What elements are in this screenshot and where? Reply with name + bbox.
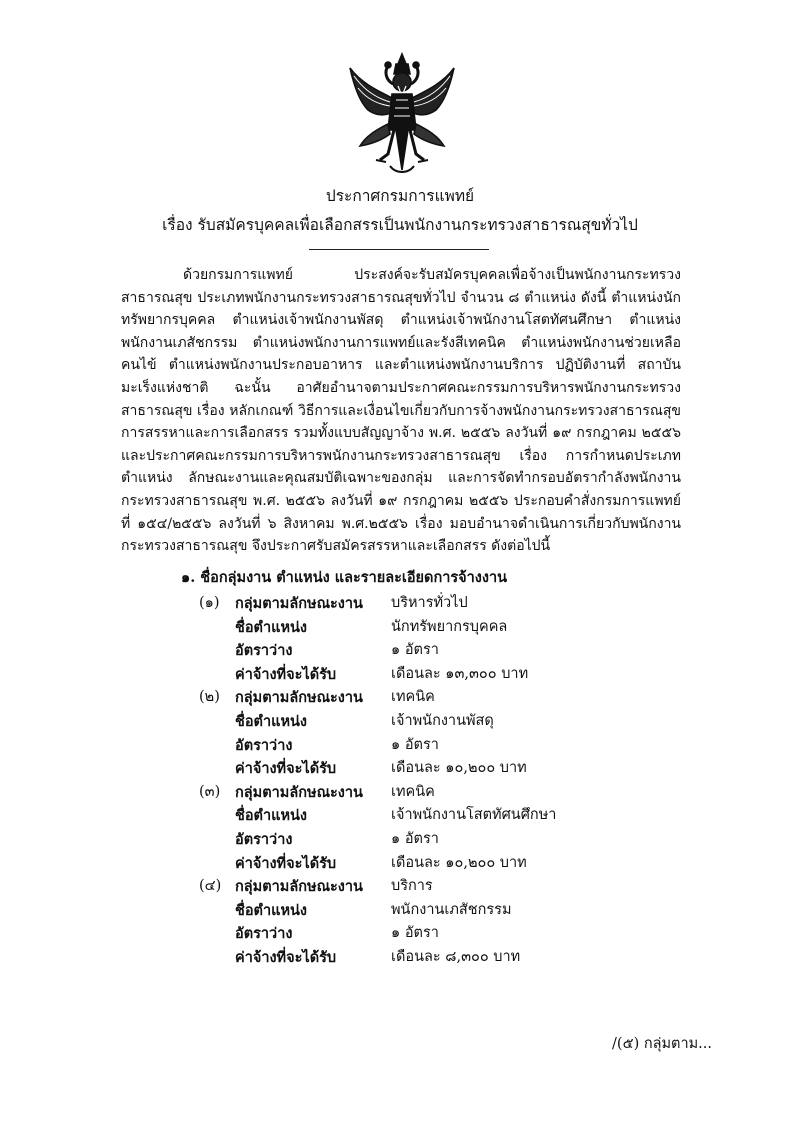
vacancy-label: อัตราว่าง	[235, 736, 293, 754]
position-vacancy-row	[199, 922, 619, 946]
group-value: บริหารทั่วไป	[391, 595, 468, 611]
continuation-note: /(๕) กลุ่มตาม...	[612, 1036, 712, 1052]
vacancy-label: อัตราว่าง	[235, 830, 293, 848]
group-value: บริการ	[391, 878, 433, 895]
position-vacancy-row	[199, 734, 619, 758]
name-label: ชื่อตำแหน่ง	[235, 807, 308, 825]
name-label: ชื่อตำแหน่ง	[235, 901, 308, 919]
position-wage-row	[199, 946, 619, 970]
wage-value: เดือนละ ๑๐,๒๐๐ บาท	[391, 854, 527, 871]
position-wage-row	[199, 663, 619, 687]
announcement-subject: เรื่อง รับสมัครบุคคลเพื่อเลือกสรรเป็นพนักงานกระทรวงสาธารณสุขทั่วไป	[162, 216, 638, 234]
position-name-row	[199, 710, 619, 734]
wage-value: เดือนละ ๘,๓๐๐ บาท	[391, 948, 521, 965]
positions-list	[199, 592, 619, 970]
vacancy-label: อัตราว่าง	[235, 925, 293, 943]
announcement-title: ประกาศกรมการแพทย์	[325, 187, 475, 205]
group-label: กลุ่มตามลักษณะงาน	[235, 878, 363, 896]
position-number: (๒)	[199, 689, 220, 706]
position-vacancy-row	[199, 639, 619, 663]
position-name-row	[199, 899, 619, 923]
position-group-row	[199, 592, 619, 616]
name-label: ชื่อตำแหน่ง	[235, 618, 308, 636]
position-wage-row	[199, 757, 619, 781]
position-group-row	[199, 686, 619, 710]
name-value: พนักงานเภสัชกรรม	[391, 901, 512, 918]
wage-value: เดือนละ ๑๓,๓๐๐ บาท	[391, 665, 529, 682]
position-name-row	[199, 804, 619, 828]
garuda-emblem-icon	[346, 50, 458, 178]
section-1-heading: ๑. ชื่อกลุ่มงาน ตำแหน่ง และรายละเอียดการจ้างงาน	[181, 569, 508, 586]
body-paragraph: ด้วยกรมการแพทย์ ประสงค์จะรับสมัครบุคคลเพื่อจ้างเป็นพนักงานกระทรวงสาธารณสุข ประเภทพนักงานกระทรวงสาธารณสุขทั่วไป จำนวน ๘ ตำแหน่ง ดังนี้ ตำแหน่งนักทรัพยากรบุคคล ตำแหน่งเจ้าพนักงานพัสดุ ตำแหน่งเจ้าพนักงานโสตทัศนศึกษา ตำแหน่งพนักงานเภสัชกรรม ตำแหน่งพนักงานการแพทย์และรังสีเทคนิค ตำแหน่งพนักงานช่วยเหลือคนไข้ ตำแหน่งพนักงานประกอบอาหาร และตำแหน่งพนักงานบริการ ปฏิบัติงานที่ สถาบันมะเร็งแห่งชาติ ฉะนั้น อาศัยอำนาจตามประกาศคณะกรรมการบริหารพนักงานกระทรวงสาธารณสุข เรื่อง หลักเกณฑ์ วิธีการและเงื่อนไขเกี่ยวกับการจ้างพนักงานกระทรวงสาธารณสุข การสรรหาและการเลือกสรร รวมทั้งแบบสัญญาจ้าง พ.ศ. ๒๕๕๖ ลงวันที่ ๑๙ กรกฎาคม ๒๕๕๖ และประกาศคณะกรรมการบริหารพนักงานกระทรวงสาธารณสุข เรื่อง การกำหนดประเภท ตำแหน่ง ลักษณะงานและคุณสมบัติเฉพาะของกลุ่ม และการจัดทำกรอบอัตรากำลังพนักงานกระทรวงสาธารณสุข พ.ศ. ๒๕๕๖ ลงวันที่ ๑๙ กรกฎาคม ๒๕๕๖ ประกอบคำสั่งกรมการแพทย์ ที่ ๑๕๔/๒๕๕๖ ลงวันที่ ๖ สิงหาคม พ.ศ.๒๕๕๖ เรื่อง มอบอำนาจดำเนินการเกี่ยวกับพนักงานกระทรวงสาธารณสุข จึงประกาศรับสมัครสรรหาและเลือกสรร ดังต่อไปนี้	[121, 267, 681, 555]
title-divider	[309, 249, 489, 250]
wage-value: เดือนละ ๑๐,๒๐๐ บาท	[391, 760, 527, 777]
position-name-row	[199, 616, 619, 640]
position-vacancy-row	[199, 828, 619, 852]
vacancy-value: ๑ อัตรา	[391, 830, 439, 847]
wage-label: ค่าจ้างที่จะได้รับ	[235, 854, 337, 872]
position-group-row	[199, 781, 619, 805]
vacancy-value: ๑ อัตรา	[391, 736, 439, 753]
name-label: ชื่อตำแหน่ง	[235, 712, 308, 730]
wage-label: ค่าจ้างที่จะได้รับ	[235, 760, 337, 778]
position-number: (๑)	[199, 595, 220, 611]
vacancy-value: ๑ อัตรา	[391, 642, 439, 659]
wage-label: ค่าจ้างที่จะได้รับ	[235, 948, 337, 966]
name-value: เจ้าพนักงานโสตทัศนศึกษา	[391, 807, 557, 824]
name-value: นักทรัพยากรบุคคล	[391, 618, 508, 635]
wage-label: ค่าจ้างที่จะได้รับ	[235, 665, 337, 683]
group-value: เทคนิค	[391, 783, 435, 800]
vacancy-value: ๑ อัตรา	[391, 925, 439, 942]
position-number: (๓)	[199, 783, 221, 800]
group-label: กลุ่มตามลักษณะงาน	[235, 783, 363, 801]
group-value: เทคนิค	[391, 689, 435, 706]
position-number: (๔)	[199, 878, 222, 895]
group-label: กลุ่มตามลักษณะงาน	[235, 595, 363, 612]
group-label: กลุ่มตามลักษณะงาน	[235, 689, 363, 707]
position-wage-row	[199, 852, 619, 876]
name-value: เจ้าพนักงานพัสดุ	[391, 712, 494, 729]
vacancy-label: อัตราว่าง	[235, 642, 293, 660]
position-group-row	[199, 875, 619, 899]
